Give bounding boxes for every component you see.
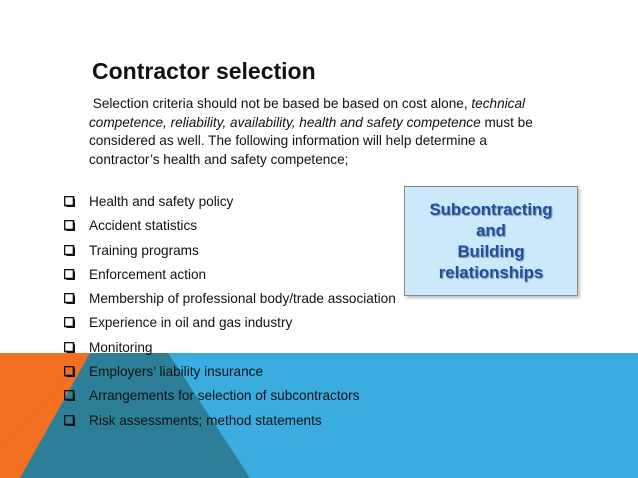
checkbox-icon xyxy=(64,220,75,231)
list-item xyxy=(64,387,396,411)
callout-line-1: Subcontracting xyxy=(429,200,553,219)
list-item xyxy=(64,266,396,290)
checkbox-icon xyxy=(64,293,75,304)
list-item-label: Training programs xyxy=(89,242,199,258)
subcontracting-callout xyxy=(404,186,578,296)
list-item-label: Monitoring xyxy=(89,339,153,355)
callout-text xyxy=(429,199,552,283)
list-item xyxy=(64,339,396,363)
checkbox-icon xyxy=(64,245,75,256)
checkbox-icon xyxy=(64,342,75,353)
intro-text-2: must be considered as well. The following information will help determine a contractor’s health and safety competence; xyxy=(89,114,533,167)
intro-paragraph xyxy=(89,95,559,169)
callout-line-4: relationships xyxy=(438,263,544,282)
list-item-label: Arrangements for selection of subcontractors xyxy=(89,388,360,404)
checkbox-icon xyxy=(64,196,75,207)
checkbox-icon xyxy=(64,366,75,377)
list-item-label: Health and safety policy xyxy=(89,194,234,209)
list-item-label: Membership of professional body/trade association xyxy=(89,291,396,307)
list-item xyxy=(64,217,396,241)
list-item xyxy=(64,193,396,217)
checkbox-icon xyxy=(64,390,75,401)
checkbox-icon xyxy=(64,269,75,280)
checkbox-icon xyxy=(64,317,75,328)
list-item-label: Enforcement action xyxy=(89,266,207,282)
list-item-label: Employers’ liability insurance xyxy=(89,364,264,380)
callout-line-2: and xyxy=(476,221,506,240)
list-item-label: Accident statistics xyxy=(89,218,198,234)
intro-text-italic: technical competence, reliability, availability, health and safety competence xyxy=(89,96,526,130)
callout-line-3: Building xyxy=(457,242,525,261)
list-item xyxy=(64,363,396,387)
criteria-list xyxy=(64,193,396,436)
list-item-label: Risk assessments; method statements xyxy=(89,412,322,428)
list-item xyxy=(64,290,396,314)
list-item-label: Experience in oil and gas industry xyxy=(89,315,293,331)
list-item xyxy=(64,314,396,338)
slide-title: Contractor selection xyxy=(92,58,316,84)
list-item xyxy=(64,412,396,436)
intro-text-1: Selection criteria should not be based be based on cost alone, xyxy=(92,96,472,111)
list-item xyxy=(64,242,396,266)
checkbox-icon xyxy=(64,415,75,426)
